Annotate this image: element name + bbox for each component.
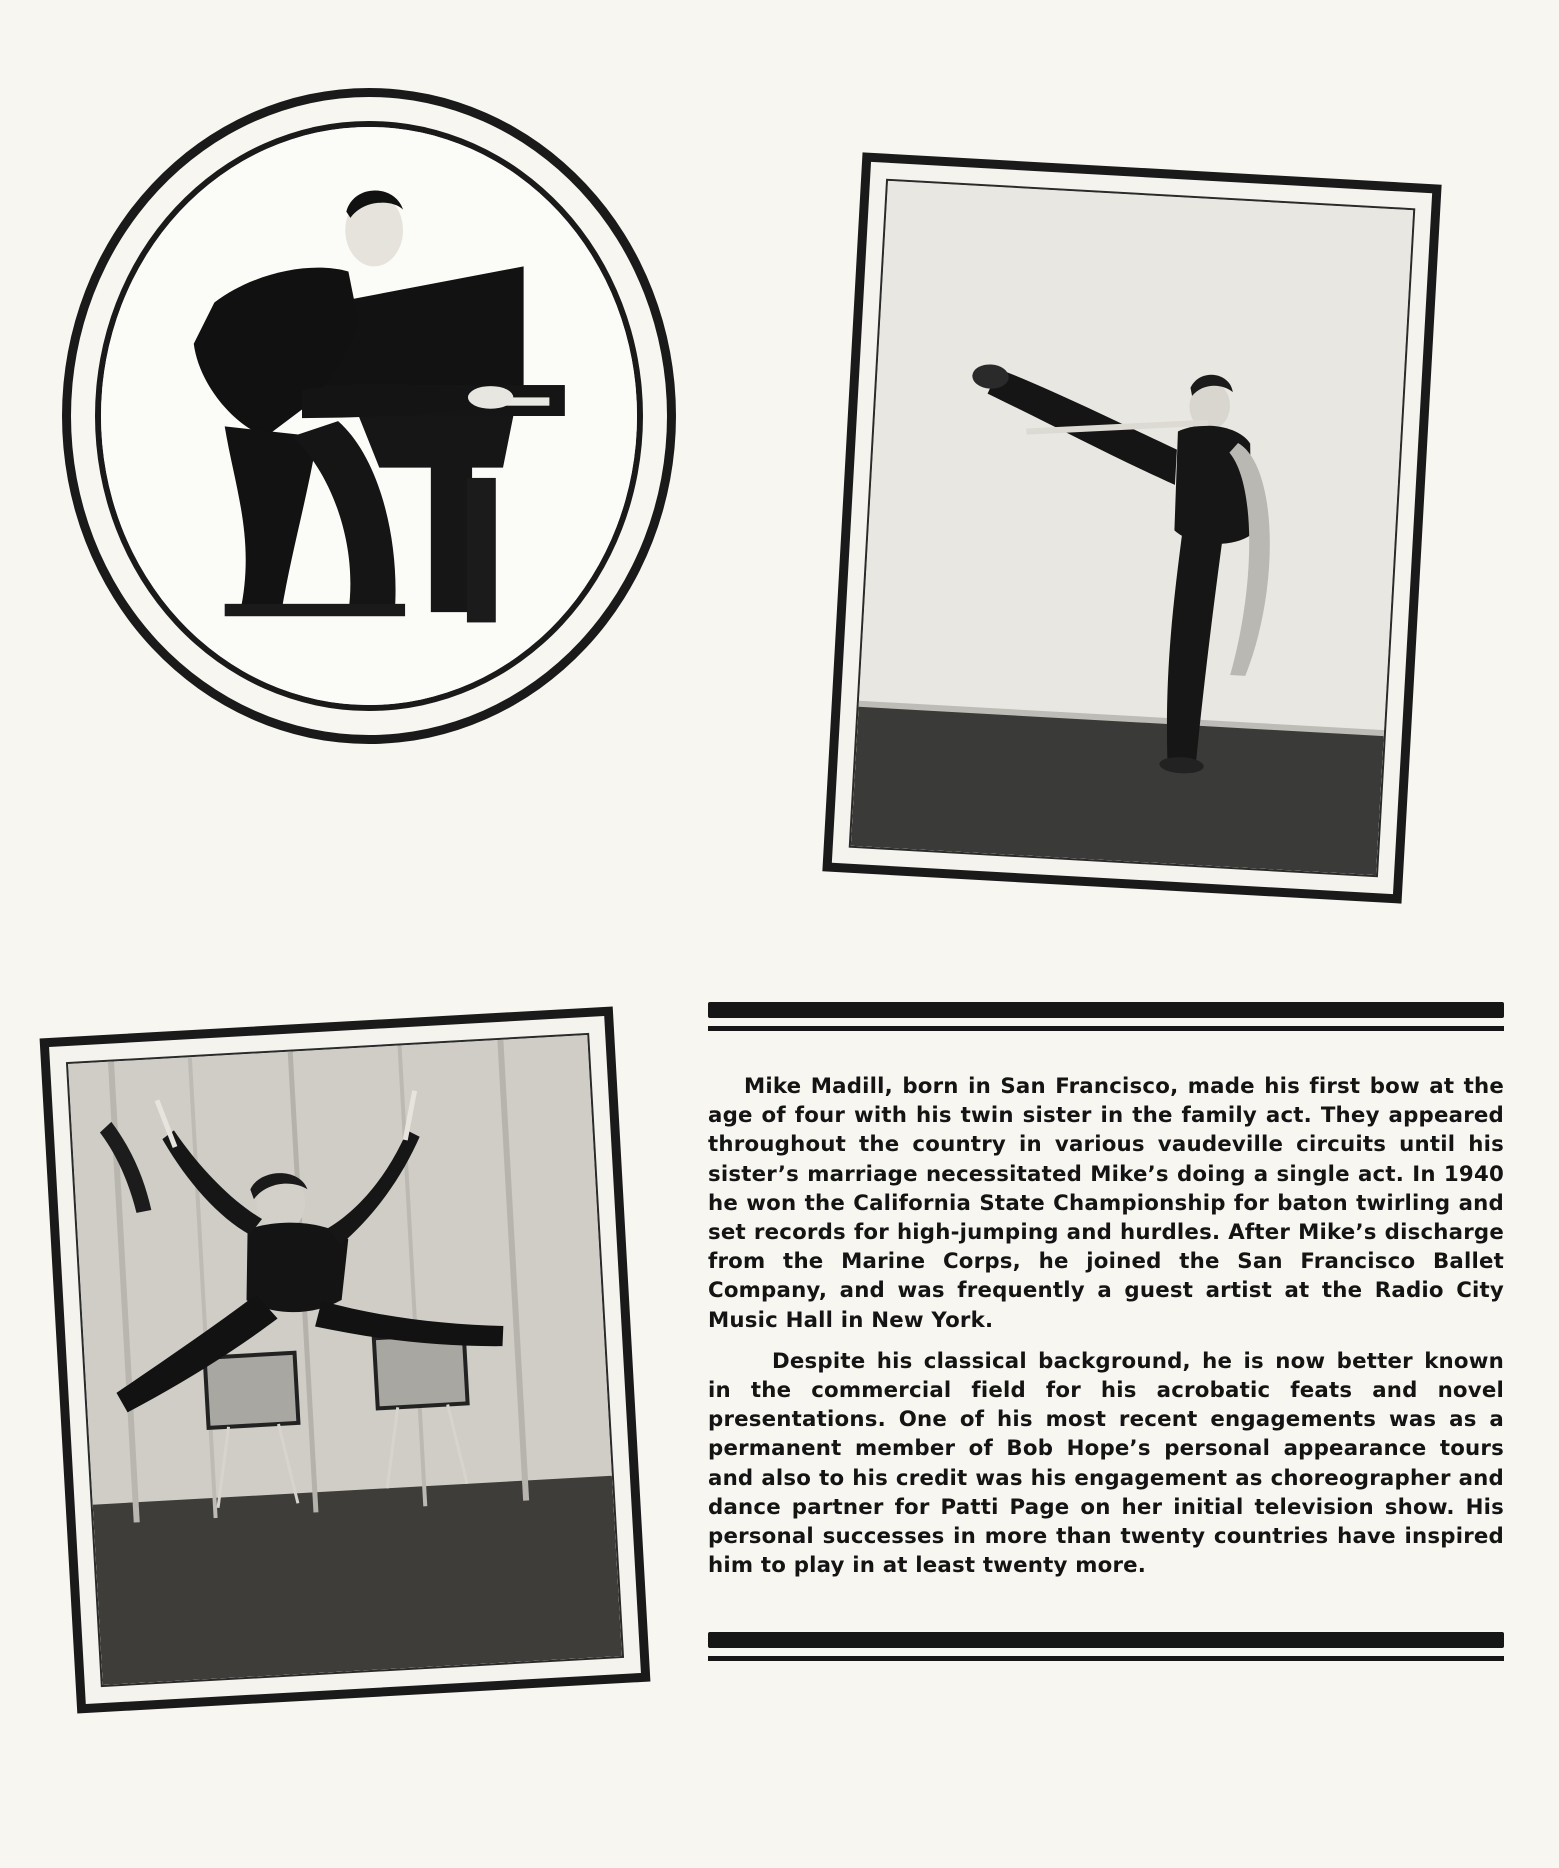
piano-photo-image [101, 127, 637, 705]
bottom-rule-thin [708, 1656, 1504, 1661]
bio-paragraph-2: Despite his classical background, he is now better known in the commercial field for his acrobatic feats and novel presentations. One of his most recent engagements was as a permanent member of Bob Hope’s personal appearance tours and also to his credit was his engagement as choreographer and dance partner for Patti Page on her initial television show. His personal successes in more than twenty countries have inspired him to play in at least twenty more. [708, 1348, 1504, 1579]
kick-photo-frame [822, 152, 1441, 903]
top-rule [708, 1002, 1504, 1031]
leap-photo [66, 1033, 624, 1687]
leap-photo-image [68, 1035, 622, 1685]
kick-photo [849, 179, 1416, 878]
biography-text [708, 1072, 1504, 1592]
piano-photo [95, 121, 643, 711]
leap-photo-frame [40, 1007, 651, 1714]
bio-paragraph-1: Mike Madill, born in San Francisco, made his first bow at the age of four with his twin sister in the family act. They appeared throughout the country in various vaudeville circuits until his sister’s marriage necessitated Mike’s doing a single act. In 1940 he won the California State Championship for baton twirling and set records for high-jumping and hurdles. After Mike’s discharge from the Marine Corps, he joined the San Francisco Ballet Company, and was frequently a guest artist at the Radio City Music Hall in New York. [708, 1074, 1504, 1333]
bottom-rule-thick [708, 1632, 1504, 1648]
top-rule-thin [708, 1026, 1504, 1031]
bottom-rule [708, 1632, 1504, 1669]
circle-photo-frame [62, 88, 676, 744]
kick-photo-image [851, 181, 1413, 875]
top-rule-thick [708, 1002, 1504, 1018]
